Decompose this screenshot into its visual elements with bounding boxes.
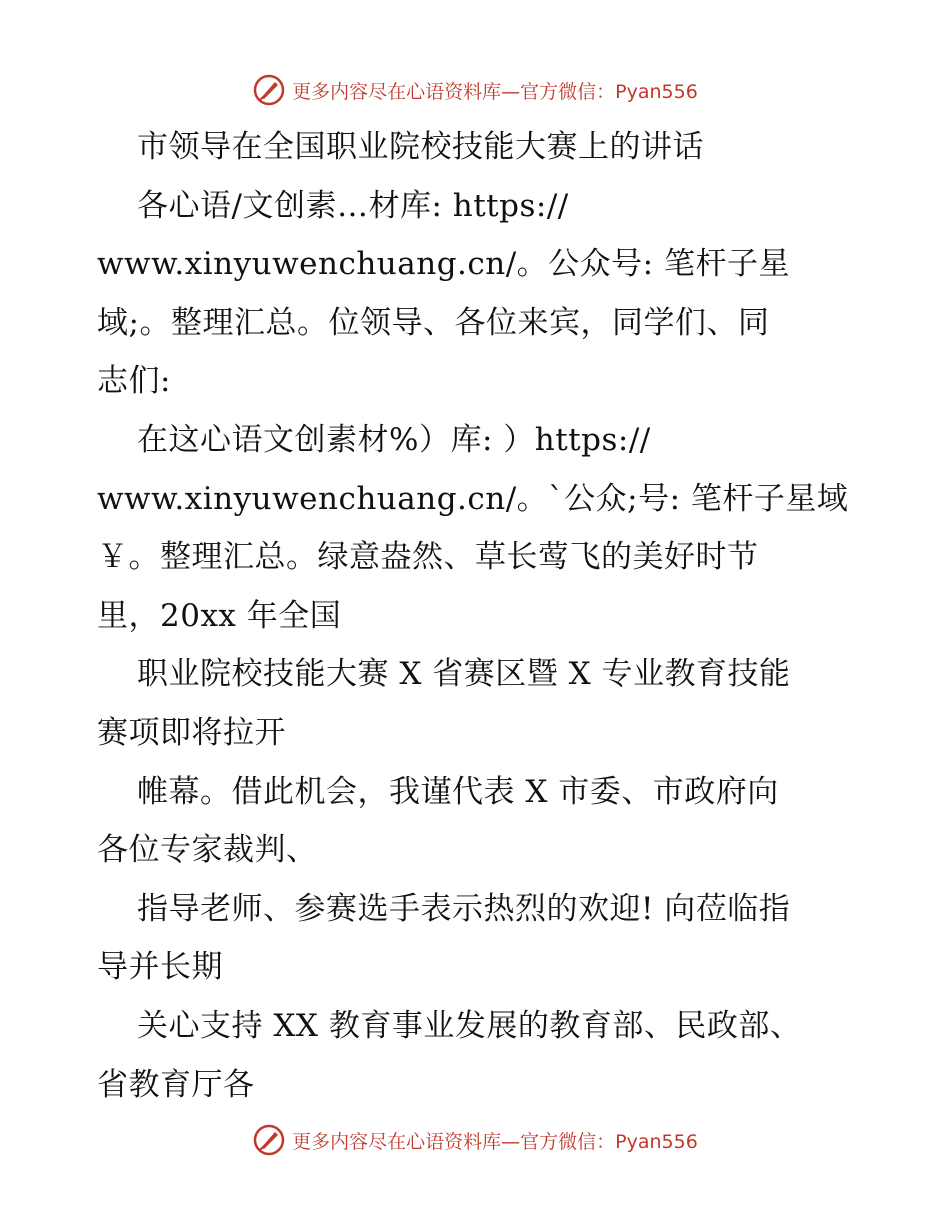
paragraph-line: 帷幕。借此机会，我谨代表 X 市委、市政府向 (137, 773, 779, 810)
feather-pen-icon (252, 1123, 286, 1157)
paragraph-line: 省教育厅各 (97, 1066, 255, 1103)
footer-watermark (0, 1120, 950, 1160)
paragraph-line: 各心语/文创素…材库: https:// (137, 187, 569, 224)
paragraph-line: 导并长期 (97, 949, 223, 986)
paragraph-line: www.xinyuwenchuang.cn/。`公众;号: 笔杆子星域 (97, 480, 849, 517)
paragraph-line: 职业院校技能大赛 X 省赛区暨 X 专业教育技能 (137, 656, 791, 693)
paragraph-line: 志们: (97, 363, 171, 400)
paragraph-line: 里，20xx 年全国 (97, 597, 342, 634)
banner-handle: Pyan556 (615, 80, 698, 103)
banner-handle: Pyan556 (615, 1130, 698, 1153)
paragraph-line: www.xinyuwenchuang.cn/。公众号: 笔杆子星 (97, 246, 790, 283)
paragraph-line: ￥。整理汇总。绿意盎然、草长莺飞的美好时节 (97, 539, 759, 576)
document-title: 市领导在全国职业院校技能大赛上的讲话 (137, 129, 704, 165)
paragraph-line: 在这心语文创素材%）库: ）https:// (137, 421, 651, 458)
banner-text: 更多内容尽在心语资料库—官方微信： (292, 1130, 616, 1153)
paragraph-line: 关心支持 XX 教育事业发展的教育部、民政部、 (137, 1007, 802, 1044)
paragraph-line: 域;。整理汇总。位领导、各位来宾，同学们、同 (97, 304, 770, 341)
feather-pen-icon (252, 73, 286, 107)
header-watermark (0, 70, 950, 110)
paragraph-line: 指导老师、参赛选手表示热烈的欢迎! 向莅临指 (137, 890, 791, 927)
paragraph-line: 各位专家裁判、 (97, 832, 318, 869)
document-body (97, 118, 857, 1114)
paragraph-line: 赛项即将拉开 (97, 714, 286, 751)
banner-text: 更多内容尽在心语资料库—官方微信： (292, 80, 616, 103)
